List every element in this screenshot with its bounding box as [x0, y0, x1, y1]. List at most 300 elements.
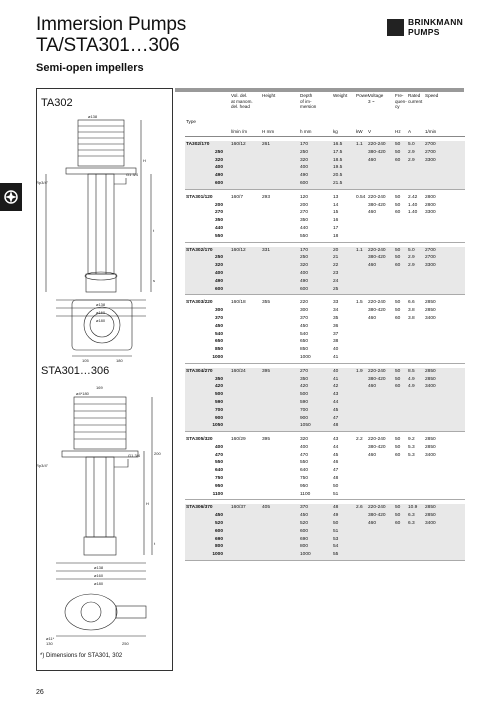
cell-wt: 40	[333, 347, 339, 353]
cell-type: 450	[214, 513, 223, 519]
cell-vo: 380-420	[368, 376, 386, 382]
cell-dep: 550	[300, 460, 309, 466]
cell-fr: 50	[395, 142, 401, 147]
cell-wt: 41	[333, 376, 339, 382]
title-line-2: TA/STA301…306	[36, 35, 180, 56]
table-row	[185, 247, 465, 255]
cell-wt: 54	[333, 544, 339, 550]
cell-cu: 5.0	[408, 142, 415, 147]
cell-vo: 380-420	[368, 202, 386, 208]
cell-dep: 400	[300, 270, 309, 276]
unit-vol: l/min /m	[231, 129, 248, 134]
unit-freq: Hz	[395, 129, 401, 134]
cell-type: TA302/170	[186, 142, 210, 147]
cell-dep: 420	[300, 384, 309, 390]
cell-type: 800	[214, 544, 223, 550]
cell-cu: 5.3	[408, 444, 415, 450]
cell-fr: 60	[395, 521, 401, 527]
table-row	[185, 444, 465, 452]
cell-type: 850	[214, 347, 223, 353]
cell-wt: 46	[333, 460, 339, 466]
cell-ht: 355	[262, 300, 271, 306]
table-row	[185, 543, 465, 551]
table-row	[185, 180, 465, 188]
cell-wt: 51	[333, 491, 339, 497]
cell-type: 590	[214, 399, 223, 405]
cell-vo: 220-240	[368, 437, 386, 443]
cell-dep: 120	[300, 194, 309, 200]
dim-s: s	[153, 278, 155, 283]
pump-plan-sta301	[36, 592, 173, 647]
cell-cu: 2.42	[408, 194, 418, 200]
cell-type: 600	[214, 286, 223, 292]
table-row	[185, 270, 465, 278]
cell-dep: 650	[300, 339, 309, 345]
dim-d4-b: ø180	[94, 581, 104, 586]
cell-dep: 490	[300, 173, 309, 179]
cell-type: 420	[214, 384, 223, 390]
cell-type: 600	[214, 528, 223, 534]
table-row	[185, 483, 465, 491]
dim-w1: 105	[82, 358, 89, 363]
table-row	[185, 346, 465, 354]
cell-sp: 2850	[425, 513, 436, 519]
cell-sp: 2700	[425, 247, 436, 253]
cell-type: 690	[214, 536, 223, 542]
cell-fr: 60	[395, 263, 401, 269]
model-label-sta301-306: STA301…306	[41, 365, 110, 377]
cell-fr: 50	[395, 437, 401, 443]
cell-wt: 48	[333, 423, 339, 429]
cell-type: STA304/270	[186, 368, 213, 374]
brand-logo	[387, 18, 462, 40]
dim-w2-b: 250	[122, 641, 129, 646]
cell-type: 1100	[212, 491, 223, 497]
cell-dep: 440	[300, 225, 309, 231]
cell-fr: 50	[395, 149, 401, 155]
cell-dep: 600	[300, 528, 309, 534]
cell-type: 900	[214, 415, 223, 421]
cell-cu: 4.9	[408, 376, 415, 382]
cell-wt: 17.5	[333, 149, 343, 155]
cell-type: 750	[214, 476, 223, 482]
cell-type: 350	[214, 218, 223, 224]
cell-sp: 2800	[425, 194, 436, 200]
cell-type: STA305/320	[186, 437, 213, 443]
dim-w3: ø11*	[46, 636, 55, 641]
cell-vo: 460	[368, 157, 377, 163]
cell-type: STA303/220	[186, 300, 213, 306]
header-depth: Depth of im- mersion	[300, 93, 317, 110]
cell-sp: 3300	[425, 263, 436, 269]
spec-table	[185, 93, 465, 561]
dim-h-b: H	[146, 501, 149, 506]
cell-type: 470	[214, 452, 223, 458]
cell-cu: 3.8	[408, 308, 415, 314]
cell-type: 400	[214, 270, 223, 276]
table-row	[185, 194, 465, 202]
cell-vo: 220-240	[368, 300, 386, 306]
cell-ht: 395	[262, 368, 271, 374]
dim-d3: ø160	[96, 310, 106, 315]
pump-drawing-sta301	[36, 385, 173, 585]
cell-wt: 13	[333, 194, 339, 200]
cell-dep: 470	[300, 452, 309, 458]
cell-vo: 460	[368, 384, 377, 390]
cell-dep: 250	[300, 149, 309, 155]
cell-type: 400	[214, 165, 223, 171]
dim-d2-b: ø138	[94, 565, 104, 570]
cell-ht: 395	[262, 437, 271, 443]
cell-wt: 16	[333, 218, 339, 224]
table-row	[185, 467, 465, 475]
table-row	[185, 338, 465, 346]
footnote: *) Dimensions for STA301, 302	[40, 653, 123, 659]
cell-cu: 6.3	[408, 513, 415, 519]
page-title	[36, 14, 186, 56]
cell-dep: 350	[300, 376, 309, 382]
logo-text-2: PUMPS	[408, 27, 440, 37]
cell-vo: 380-420	[368, 513, 386, 519]
table-row	[185, 323, 465, 331]
table-group	[185, 141, 465, 190]
table-group	[185, 368, 465, 432]
cell-wt: 55	[333, 552, 339, 558]
table-row	[185, 368, 465, 376]
cell-type: 550	[214, 233, 223, 239]
cell-type: 300	[214, 308, 223, 314]
cell-vo: 220-240	[368, 505, 386, 511]
cell-dep: 1050	[300, 423, 311, 429]
cell-pw: 1.9	[356, 368, 363, 374]
unit-current: A	[408, 129, 412, 134]
cell-vo: 460	[368, 263, 377, 269]
dim-top: 169	[96, 385, 103, 390]
cell-dep: 320	[300, 263, 309, 269]
cell-type: STA301/120	[186, 194, 213, 200]
cell-vo: 220-240	[368, 247, 386, 253]
cell-ht: 331	[262, 247, 271, 253]
cell-fr: 50	[395, 368, 401, 374]
header-speed: Speed	[425, 93, 439, 98]
cell-wt: 51	[333, 528, 339, 534]
pump-plan-ta302	[36, 294, 173, 364]
unit-voltage: V	[368, 129, 372, 134]
cell-wt: 18	[333, 233, 339, 239]
cell-type: 600	[214, 180, 223, 186]
cell-cu: 2.9	[408, 157, 415, 163]
unit-power: kW	[356, 129, 363, 134]
cell-fr: 50	[395, 194, 401, 200]
title-line-1: Immersion Pumps	[36, 14, 187, 35]
table-body	[185, 141, 465, 561]
cell-type: 320	[214, 263, 223, 269]
cell-wt: 34	[333, 308, 339, 314]
cell-wt: 45	[333, 407, 339, 413]
cell-vo: 460	[368, 315, 377, 321]
cell-sp: 2850	[425, 376, 436, 382]
cell-pw: 2.2	[356, 437, 363, 443]
cell-vo: 220-240	[368, 142, 386, 147]
table-row	[185, 504, 465, 512]
cell-wt: 18.5	[333, 157, 343, 163]
cell-dep: 250	[300, 255, 309, 261]
page-number: 26	[36, 689, 44, 696]
cell-sp: 3400	[425, 315, 436, 321]
dim-d3-b: ø160	[94, 573, 104, 578]
cell-dep: 950	[300, 483, 309, 489]
cell-cu: 10.9	[408, 505, 418, 511]
cell-dep: 400	[300, 444, 309, 450]
cell-wt: 37	[333, 331, 339, 337]
cell-type: 550	[214, 460, 223, 466]
table-group	[185, 436, 465, 500]
table-row	[185, 141, 465, 149]
table-row	[185, 254, 465, 262]
cell-dep: 1000	[300, 552, 311, 558]
dim-l1: 200	[154, 451, 161, 456]
dim-t-b: t	[154, 541, 156, 546]
cell-cu: 5.3	[408, 452, 415, 458]
cell-cu: 1.40	[408, 210, 418, 216]
cell-wt: 47	[333, 415, 339, 421]
cell-dep: 750	[300, 476, 309, 482]
cell-vo: 460	[368, 452, 377, 458]
cell-type: 400	[214, 444, 223, 450]
cell-wt: 21	[333, 255, 339, 261]
cell-wt: 41	[333, 354, 339, 360]
cell-dep: 690	[300, 536, 309, 542]
cell-vo: 380-420	[368, 308, 386, 314]
cell-vo: 380-420	[368, 444, 386, 450]
cell-cu: 8.5	[408, 368, 415, 374]
table-units	[185, 127, 465, 137]
cell-dep: 520	[300, 521, 309, 527]
cell-type: 500	[214, 392, 223, 398]
cell-type: 1050	[212, 423, 223, 429]
cell-fr: 50	[395, 444, 401, 450]
cell-pw: 1.1	[356, 247, 363, 253]
table-row	[185, 383, 465, 391]
table-row	[185, 217, 465, 225]
cell-wt: 53	[333, 536, 339, 542]
cell-vol: 160/12	[231, 247, 246, 253]
table-row	[185, 536, 465, 544]
cell-vol: 160/18	[231, 300, 246, 306]
table-row	[185, 286, 465, 294]
table-row	[185, 491, 465, 499]
cell-dep: 1000	[300, 354, 311, 360]
cell-vo: 460	[368, 521, 377, 527]
cell-fr: 50	[395, 376, 401, 382]
table-row	[185, 331, 465, 339]
cell-wt: 50	[333, 521, 339, 527]
cell-wt: 44	[333, 444, 339, 450]
cell-dep: 350	[300, 218, 309, 224]
cell-wt: 22	[333, 263, 339, 269]
cell-wt: 44	[333, 399, 339, 405]
cell-wt: 50	[333, 483, 339, 489]
cell-type: 650	[214, 339, 223, 345]
cell-dep: 320	[300, 437, 309, 443]
header-vol: Vol. del. at manom. del. head	[231, 93, 253, 110]
cell-type: 370	[214, 315, 223, 321]
cell-fr: 50	[395, 513, 401, 519]
cell-sp: 2850	[425, 300, 436, 306]
cell-vol: 160/29	[231, 437, 246, 443]
header-power: Power	[356, 93, 370, 98]
cell-ht: 405	[262, 505, 271, 511]
cell-cu: 2.9	[408, 149, 415, 155]
dim-t: t	[153, 228, 155, 233]
table-row	[185, 354, 465, 362]
cell-ht: 261	[262, 142, 271, 147]
cell-dep: 900	[300, 415, 309, 421]
cell-sp: 3300	[425, 210, 436, 216]
cell-dep: 1100	[300, 491, 311, 497]
cell-dep: 270	[300, 368, 309, 374]
cell-dep: 600	[300, 180, 309, 186]
dim-d4: ø180	[96, 318, 106, 323]
table-row	[185, 225, 465, 233]
cell-type: 270	[214, 210, 223, 216]
cell-vol: 160/37	[231, 505, 246, 511]
dim-h: H	[143, 158, 146, 163]
header-weight: Weight	[333, 93, 348, 98]
cell-fr: 60	[395, 157, 401, 163]
cell-sp: 2850	[425, 437, 436, 443]
table-group	[185, 247, 465, 296]
table-row	[185, 475, 465, 483]
header-freq: Fre- quen- cy	[395, 93, 407, 110]
cell-vol: 160/7	[231, 194, 244, 200]
cell-cu: 9.2	[408, 437, 415, 443]
dim-g: G1 3/4	[126, 172, 139, 177]
table-header	[185, 93, 465, 127]
cell-dep: 640	[300, 468, 309, 474]
pump-section-icon	[0, 183, 22, 211]
cell-dep: 370	[300, 505, 309, 511]
dim-d1: ø138	[88, 114, 98, 119]
cell-type: 1000	[212, 354, 223, 360]
cell-vo: 220-240	[368, 194, 386, 200]
cell-dep: 220	[300, 300, 309, 306]
cell-type: 320	[214, 157, 223, 163]
table-row	[185, 149, 465, 157]
cell-cu: 2.9	[408, 263, 415, 269]
cell-vo: 380-420	[368, 149, 386, 155]
cell-cu: 1.40	[408, 202, 418, 208]
cell-fr: 60	[395, 210, 401, 216]
cell-fr: 50	[395, 255, 401, 261]
cell-wt: 38	[333, 339, 339, 345]
cell-cu: 3.8	[408, 315, 415, 321]
cell-type: STA306/370	[186, 505, 213, 511]
cell-dep: 550	[300, 233, 309, 239]
table-row	[185, 164, 465, 172]
table-group	[185, 299, 465, 363]
table-row	[185, 278, 465, 286]
cell-dep: 400	[300, 165, 309, 171]
cell-ht: 293	[262, 194, 271, 200]
table-row	[185, 315, 465, 323]
cell-type: 540	[214, 331, 223, 337]
cell-wt: 49	[333, 513, 339, 519]
cell-type: 450	[214, 323, 223, 329]
cell-pw: 1.5	[356, 300, 363, 306]
cell-dep: 370	[300, 315, 309, 321]
page-subtitle: Semi-open impellers	[36, 62, 144, 74]
cell-cu: 6.6	[408, 300, 415, 306]
header-height: Height	[262, 93, 276, 98]
cell-wt: 43	[333, 392, 339, 398]
cell-sp: 3400	[425, 384, 436, 390]
cell-dep: 270	[300, 210, 309, 216]
table-row	[185, 528, 465, 536]
table-row	[185, 209, 465, 217]
table-row	[185, 202, 465, 210]
cell-sp: 2700	[425, 255, 436, 261]
cell-dep: 490	[300, 278, 309, 284]
cell-dep: 590	[300, 399, 309, 405]
cell-fr: 50	[395, 300, 401, 306]
cell-wt: 21.5	[333, 180, 343, 186]
cell-wt: 43	[333, 437, 339, 443]
cell-vo: 220-240	[368, 368, 386, 374]
cell-wt: 15	[333, 210, 339, 216]
cell-sp: 2700	[425, 149, 436, 155]
cell-sp: 2850	[425, 308, 436, 314]
cell-type: 350	[214, 376, 223, 382]
cell-sp: 3400	[425, 452, 436, 458]
cell-sp: 2850	[425, 444, 436, 450]
cell-wt: 45	[333, 452, 339, 458]
cell-sp: 2700	[425, 142, 436, 147]
table-row	[185, 551, 465, 559]
cell-wt: 17	[333, 225, 339, 231]
cell-type: 700	[214, 407, 223, 413]
cell-dep: 800	[300, 544, 309, 550]
table-row	[185, 407, 465, 415]
cell-sp: 2850	[425, 368, 436, 374]
cell-dep: 200	[300, 202, 309, 208]
unit-height: H mm	[262, 129, 275, 134]
cell-pw: 0.54	[356, 194, 366, 200]
cell-fr: 50	[395, 202, 401, 208]
cell-type: STA302/170	[186, 247, 213, 253]
cell-wt: 33	[333, 300, 339, 306]
cell-vol: 160/12	[231, 142, 246, 147]
cell-wt: 35	[333, 315, 339, 321]
table-row	[185, 415, 465, 423]
cell-dep: 170	[300, 247, 309, 253]
cell-cu: 2.9	[408, 255, 415, 261]
model-label-ta302: TA302	[41, 97, 73, 109]
cell-type: 490	[214, 278, 223, 284]
header-current: Rated current	[408, 93, 423, 104]
cell-wt: 25	[333, 286, 339, 292]
cell-wt: 24	[333, 278, 339, 284]
table-row	[185, 391, 465, 399]
logo-text-1: BRINKMANN	[408, 17, 464, 27]
table-row	[185, 436, 465, 444]
cell-wt: 42	[333, 384, 339, 390]
cell-wt: 16.5	[333, 142, 343, 147]
cell-type: 440	[214, 225, 223, 231]
table-row	[185, 299, 465, 307]
dim-w1-b: 130	[46, 641, 53, 646]
cell-pw: 1.1	[356, 142, 363, 147]
